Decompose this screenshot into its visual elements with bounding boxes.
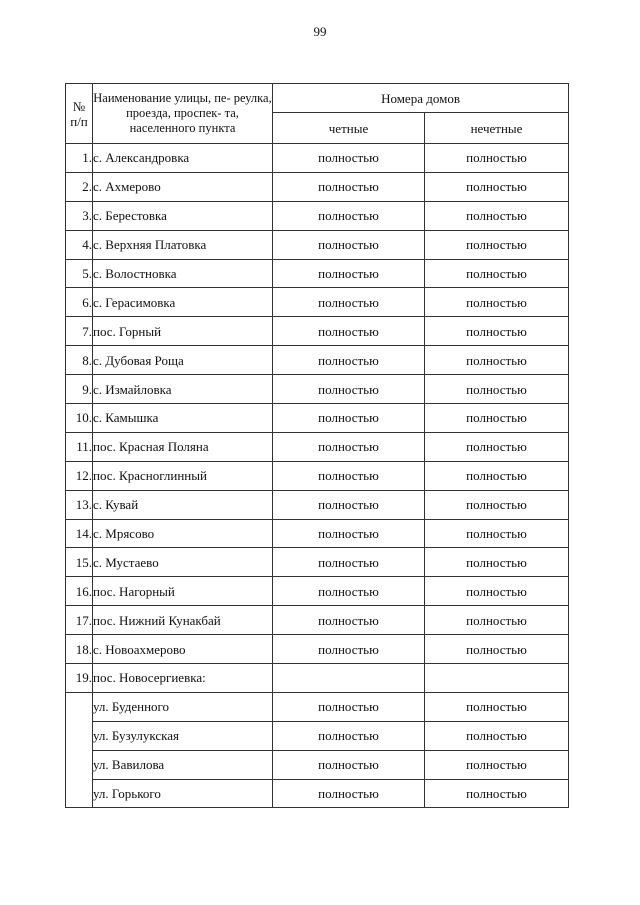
row-number: 3. xyxy=(66,201,93,230)
row-odd-numbers: полностью xyxy=(425,375,569,404)
row-even-numbers: полностью xyxy=(273,461,425,490)
table-row xyxy=(66,664,569,693)
row-name: с. Александровка xyxy=(93,144,273,173)
row-odd-numbers: полностью xyxy=(425,259,569,288)
header-even: четные xyxy=(273,113,425,144)
row-odd-numbers: полностью xyxy=(425,172,569,201)
row-odd-numbers: полностью xyxy=(425,404,569,433)
row-number: 5. xyxy=(66,259,93,288)
row-name: пос. Нижний Кунакбай xyxy=(93,606,273,635)
row-name: с. Ахмерово xyxy=(93,172,273,201)
row-name: ул. Горького xyxy=(93,779,273,808)
header-house-numbers: Номера домов xyxy=(273,84,569,113)
row-even-numbers: полностью xyxy=(273,606,425,635)
table-row xyxy=(66,375,569,404)
row-even-numbers: полностью xyxy=(273,230,425,259)
table-row xyxy=(66,317,569,346)
row-even-numbers: полностью xyxy=(273,548,425,577)
address-table xyxy=(65,83,569,808)
row-odd-numbers: полностью xyxy=(425,490,569,519)
row-even-numbers: полностью xyxy=(273,288,425,317)
row-number: 13. xyxy=(66,490,93,519)
row-odd-numbers: полностью xyxy=(425,635,569,664)
row-number: 1. xyxy=(66,144,93,173)
row-even-numbers: полностью xyxy=(273,404,425,433)
row-even-numbers: полностью xyxy=(273,577,425,606)
row-number: 10. xyxy=(66,404,93,433)
row-even-numbers xyxy=(273,664,425,693)
table-row xyxy=(66,288,569,317)
row-even-numbers: полностью xyxy=(273,172,425,201)
row-number: 8. xyxy=(66,346,93,375)
table-row xyxy=(66,490,569,519)
row-number xyxy=(66,692,93,721)
header-odd: нечетные xyxy=(425,113,569,144)
row-even-numbers: полностью xyxy=(273,259,425,288)
row-name: с. Новоахмерово xyxy=(93,635,273,664)
row-name: с. Кувай xyxy=(93,490,273,519)
table-row xyxy=(66,519,569,548)
table-row xyxy=(66,461,569,490)
row-odd-numbers: полностью xyxy=(425,230,569,259)
row-number: 6. xyxy=(66,288,93,317)
row-even-numbers: полностью xyxy=(273,490,425,519)
row-number: 12. xyxy=(66,461,93,490)
row-name: пос. Красная Поляна xyxy=(93,432,273,461)
row-even-numbers: полностью xyxy=(273,721,425,750)
row-even-numbers: полностью xyxy=(273,692,425,721)
table-row xyxy=(66,606,569,635)
row-number: 19. xyxy=(66,664,93,693)
page-number: 99 xyxy=(313,24,327,39)
row-name: пос. Нагорный xyxy=(93,577,273,606)
row-number: 15. xyxy=(66,548,93,577)
table-row xyxy=(66,201,569,230)
row-odd-numbers: полностью xyxy=(425,201,569,230)
header-num: № п/п xyxy=(66,84,93,144)
row-odd-numbers: полностью xyxy=(425,461,569,490)
row-odd-numbers: полностью xyxy=(425,346,569,375)
row-name: с. Мрясово xyxy=(93,519,273,548)
table-row xyxy=(66,404,569,433)
table-row xyxy=(66,172,569,201)
table-row xyxy=(66,144,569,173)
row-even-numbers: полностью xyxy=(273,750,425,779)
row-name: с. Мустаево xyxy=(93,548,273,577)
row-even-numbers: полностью xyxy=(273,779,425,808)
table-row xyxy=(66,692,569,721)
row-number: 14. xyxy=(66,519,93,548)
table-row xyxy=(66,230,569,259)
row-name: с. Верхняя Платовка xyxy=(93,230,273,259)
row-even-numbers: полностью xyxy=(273,432,425,461)
table-row xyxy=(66,750,569,779)
row-number: 7. xyxy=(66,317,93,346)
row-odd-numbers: полностью xyxy=(425,779,569,808)
row-number: 2. xyxy=(66,172,93,201)
row-even-numbers: полностью xyxy=(273,346,425,375)
row-number: 16. xyxy=(66,577,93,606)
row-even-numbers: полностью xyxy=(273,201,425,230)
row-even-numbers: полностью xyxy=(273,317,425,346)
row-odd-numbers: полностью xyxy=(425,144,569,173)
table-row xyxy=(66,259,569,288)
row-even-numbers: полностью xyxy=(273,375,425,404)
header-name: Наименование улицы, пе- реулка, проезда, проспек- та, населенного пункта xyxy=(93,84,273,144)
row-name: с. Камышка xyxy=(93,404,273,433)
row-odd-numbers: полностью xyxy=(425,432,569,461)
table-row xyxy=(66,577,569,606)
row-name: пос. Горный xyxy=(93,317,273,346)
row-number: 9. xyxy=(66,375,93,404)
row-odd-numbers: полностью xyxy=(425,750,569,779)
row-odd-numbers: полностью xyxy=(425,577,569,606)
row-odd-numbers: полностью xyxy=(425,692,569,721)
table-row xyxy=(66,346,569,375)
row-odd-numbers: полностью xyxy=(425,548,569,577)
row-number: 18. xyxy=(66,635,93,664)
row-odd-numbers: полностью xyxy=(425,288,569,317)
table-row xyxy=(66,548,569,577)
row-name: пос. Новосергиевка: xyxy=(93,664,273,693)
row-number xyxy=(66,779,93,808)
row-number: 11. xyxy=(66,432,93,461)
table-row xyxy=(66,779,569,808)
row-number xyxy=(66,750,93,779)
row-number: 4. xyxy=(66,230,93,259)
row-even-numbers: полностью xyxy=(273,635,425,664)
row-name: ул. Вавилова xyxy=(93,750,273,779)
row-odd-numbers: полностью xyxy=(425,317,569,346)
row-even-numbers: полностью xyxy=(273,144,425,173)
row-number xyxy=(66,721,93,750)
row-name: пос. Красноглинный xyxy=(93,461,273,490)
row-odd-numbers: полностью xyxy=(425,606,569,635)
row-odd-numbers xyxy=(425,664,569,693)
table-row xyxy=(66,635,569,664)
row-odd-numbers: полностью xyxy=(425,721,569,750)
row-name: ул. Буденного xyxy=(93,692,273,721)
row-name: с. Герасимовка xyxy=(93,288,273,317)
table-body xyxy=(66,84,569,808)
row-even-numbers: полностью xyxy=(273,519,425,548)
row-name: с. Берестовка xyxy=(93,201,273,230)
table-row xyxy=(66,721,569,750)
row-name: с. Измайловка xyxy=(93,375,273,404)
row-name: ул. Бузулукская xyxy=(93,721,273,750)
row-name: с. Дубовая Роща xyxy=(93,346,273,375)
table-row xyxy=(66,432,569,461)
row-number: 17. xyxy=(66,606,93,635)
row-name: с. Волостновка xyxy=(93,259,273,288)
header-row xyxy=(66,84,569,113)
row-odd-numbers: полностью xyxy=(425,519,569,548)
